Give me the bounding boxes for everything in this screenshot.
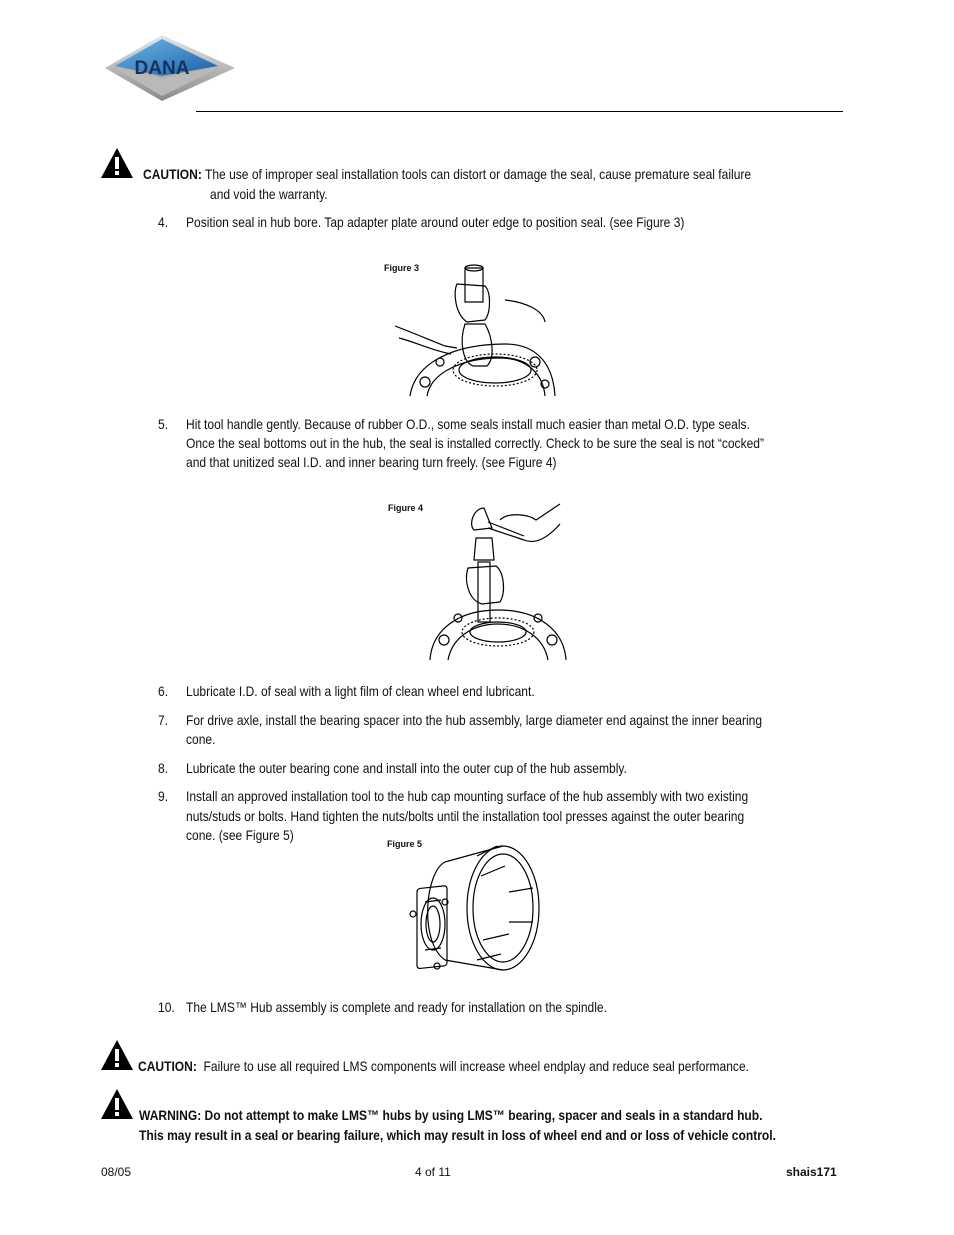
figure-4-illustration [428,500,568,662]
figure-3-label: Figure 3 [384,263,420,273]
step-text: Lubricate I.D. of seal with a light film of clean wheel end lubricant. [186,683,535,699]
warning-icon [100,147,134,179]
figure-4-label: Figure 4 [388,503,424,513]
caution-text: Failure to use all required LMS components will increase wheel endplay and reduce seal performance. [203,1058,749,1074]
caution-label: CAUTION: [143,166,202,182]
figure-3-illustration [395,262,560,398]
footer-doc-id: shais171 [786,1165,837,1179]
step-text: cone. [186,731,216,747]
step-number: 9. [158,788,169,804]
step-text: Position seal in hub bore. Tap adapter plate around outer edge to position seal. (see Figure 3) [186,214,685,230]
step-text: Install an approved installation tool to the hub cap mounting surface of the hub assembly with two existing [186,788,749,804]
warning-icon [100,1088,134,1120]
warning-text: WARNING: Do not attempt to make LMS™ hubs by using LMS™ bearing, spacer and seals in a standard hub. [139,1107,763,1123]
figure-5-label: Figure 5 [387,839,423,849]
step-text: Hit tool handle gently. Because of rubber O.D., some seals install much easier than metal O.D. type seals. [186,416,750,432]
warning-icon [100,1039,134,1071]
step-text: and that unitized seal I.D. and inner bearing turn freely. (see Figure 4) [186,454,557,470]
caution-label: CAUTION: [138,1058,197,1074]
caution-text: The use of improper seal installation tools can distort or damage the seal, cause premature seal failure [204,166,752,182]
step-text: The LMS™ Hub assembly is complete and ready for installation on the spindle. [186,999,607,1015]
step-number: 5. [158,416,169,432]
warning-text: This may result in a seal or bearing failure, which may result in loss of wheel end and or loss of vehicle control. [139,1127,776,1143]
step-text: nuts/studs or bolts. Hand tighten the nuts/bolts until the installation tool presses against the outer bearing [186,808,745,824]
step-number: 7. [158,712,169,728]
svg-text:DANA: DANA [134,58,190,79]
caution-text-cont: and void the warranty. [210,186,328,202]
step-number: 4. [158,214,169,230]
step-text: Lubricate the outer bearing cone and install into the outer cup of the hub assembly. [186,760,627,776]
dana-logo [100,30,240,105]
header-rule [196,111,843,112]
figure-5-illustration [405,842,545,977]
step-text: For drive axle, install the bearing spacer into the hub assembly, large diameter end against the inner bearing [186,712,763,728]
step-number: 8. [158,760,169,776]
footer-page-number: 4 of 11 [415,1165,451,1179]
step-text: Once the seal bottoms out in the hub, the seal is installed correctly. Check to be sure the seal is not “cocked” [186,435,765,451]
step-number: 6. [158,683,169,699]
footer-date: 08/05 [101,1165,132,1179]
step-text: cone. (see Figure 5) [186,827,294,843]
step-number: 10. [158,999,175,1015]
